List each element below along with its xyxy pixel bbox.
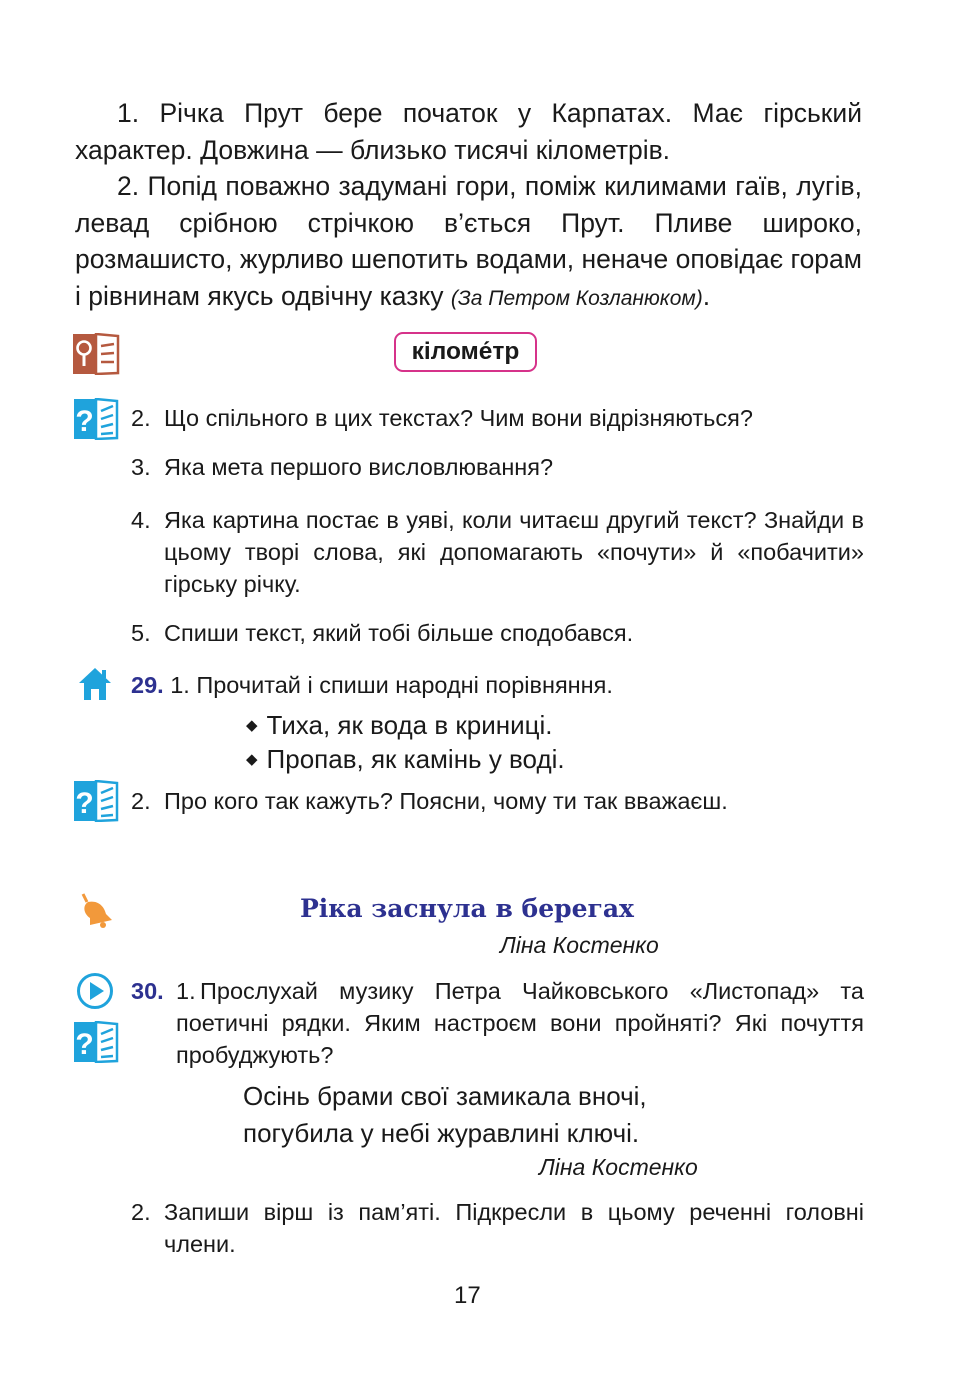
task-number: 2.	[131, 788, 151, 814]
svg-text:?: ?	[75, 1028, 94, 1061]
saying-item	[246, 707, 553, 744]
intro-paragraph-1	[75, 95, 862, 168]
exercise-number: 29.	[131, 672, 164, 698]
question-item	[131, 402, 864, 434]
saying-text: Тиха, як вода в криниці.	[266, 710, 553, 740]
home-icon	[77, 666, 113, 702]
intro-source-end: .	[702, 280, 711, 311]
question-text: Яка картина постає в уяві, коли читаєш другий текст? Знайди в цьому творі слова, які допомагають «почути» й «побачити» гірську річку.	[164, 507, 864, 597]
question-item	[131, 451, 864, 483]
intro-source: (За Петром Козланюком)	[450, 286, 703, 310]
question-number: 5.	[131, 620, 151, 646]
svg-text:?: ?	[75, 405, 94, 438]
question-item	[131, 504, 864, 600]
exercise-30-task-2	[131, 1196, 864, 1260]
question-book-icon	[73, 780, 119, 822]
bullet-icon: ◆	[246, 717, 258, 734]
intro-text-2: 2. Попід поважно задумані гори, поміж килимами гаїв, лугів, левад срібною стрічкою в’ється Прут. Пливе широко, розмашисто, журливо шепотить водами, неначе оповідає горам і рівнинам якусь одвічну казку	[75, 171, 862, 311]
dictionary-book-icon	[72, 333, 120, 375]
bullet-icon: ◆	[246, 751, 258, 768]
intro-text-1: 1. Річка Прут бере початок у Карпатах. Має гірський характер. Довжина — близько тисячі кілометрів.	[75, 98, 862, 165]
task-number: 2.	[131, 1199, 151, 1225]
verse-line: погубила у небі журавлині ключі.	[243, 1118, 640, 1148]
question-number: 3.	[131, 454, 151, 480]
bell-icon	[78, 892, 114, 930]
exercise-29-task-2-text: Про кого так кажуть? Поясни, чому ти так вважаєш.	[164, 788, 728, 814]
question-book-icon	[73, 398, 119, 440]
exercise-30-task-1-text: Прослухай музику Петра Чайковського «Листопад» та поетичні рядки. Яким настроєм вони пройняті? Які почуття пробуджують?	[176, 978, 864, 1068]
page-number: 17	[454, 1282, 481, 1309]
intro-paragraph-2	[75, 168, 862, 317]
section-author: Ліна Костенко	[500, 932, 659, 958]
section-title: Ріка заснула в берегах	[300, 894, 634, 923]
exercise-number: 30.	[131, 978, 164, 1004]
saying-text: Пропав, як камінь у воді.	[266, 744, 565, 774]
question-text: Що спільного в цих текстах? Чим вони відрізняються?	[164, 405, 753, 431]
exercise-30-task-1	[131, 975, 864, 1071]
question-text: Спиши текст, який тобі більше сподобався.	[164, 620, 634, 646]
exercise-30-task-2-text: Запиши вірш із пам’яті. Підкресли в цьому реченні головні члени.	[164, 1199, 864, 1257]
exercise-29-task-2	[131, 785, 864, 817]
task-number: 1.	[176, 978, 196, 1004]
exercise-29-task-1	[131, 669, 613, 701]
question-number: 4.	[131, 507, 151, 533]
question-book-icon	[73, 1021, 119, 1063]
exercise-29-task-1-text: 1. Прочитай і спиши народні порівняння.	[170, 672, 613, 698]
svg-text:?: ?	[75, 787, 94, 820]
question-item	[131, 617, 864, 649]
verse-line: Осінь брами свої замикала вночі,	[243, 1081, 647, 1111]
verse-author: Ліна Костенко	[539, 1154, 698, 1180]
question-text: Яка мета першого висловлювання?	[164, 454, 554, 480]
dictionary-word: кіломе́тр	[394, 332, 537, 372]
play-icon	[76, 972, 114, 1010]
saying-item	[246, 741, 565, 778]
question-number: 2.	[131, 405, 151, 431]
